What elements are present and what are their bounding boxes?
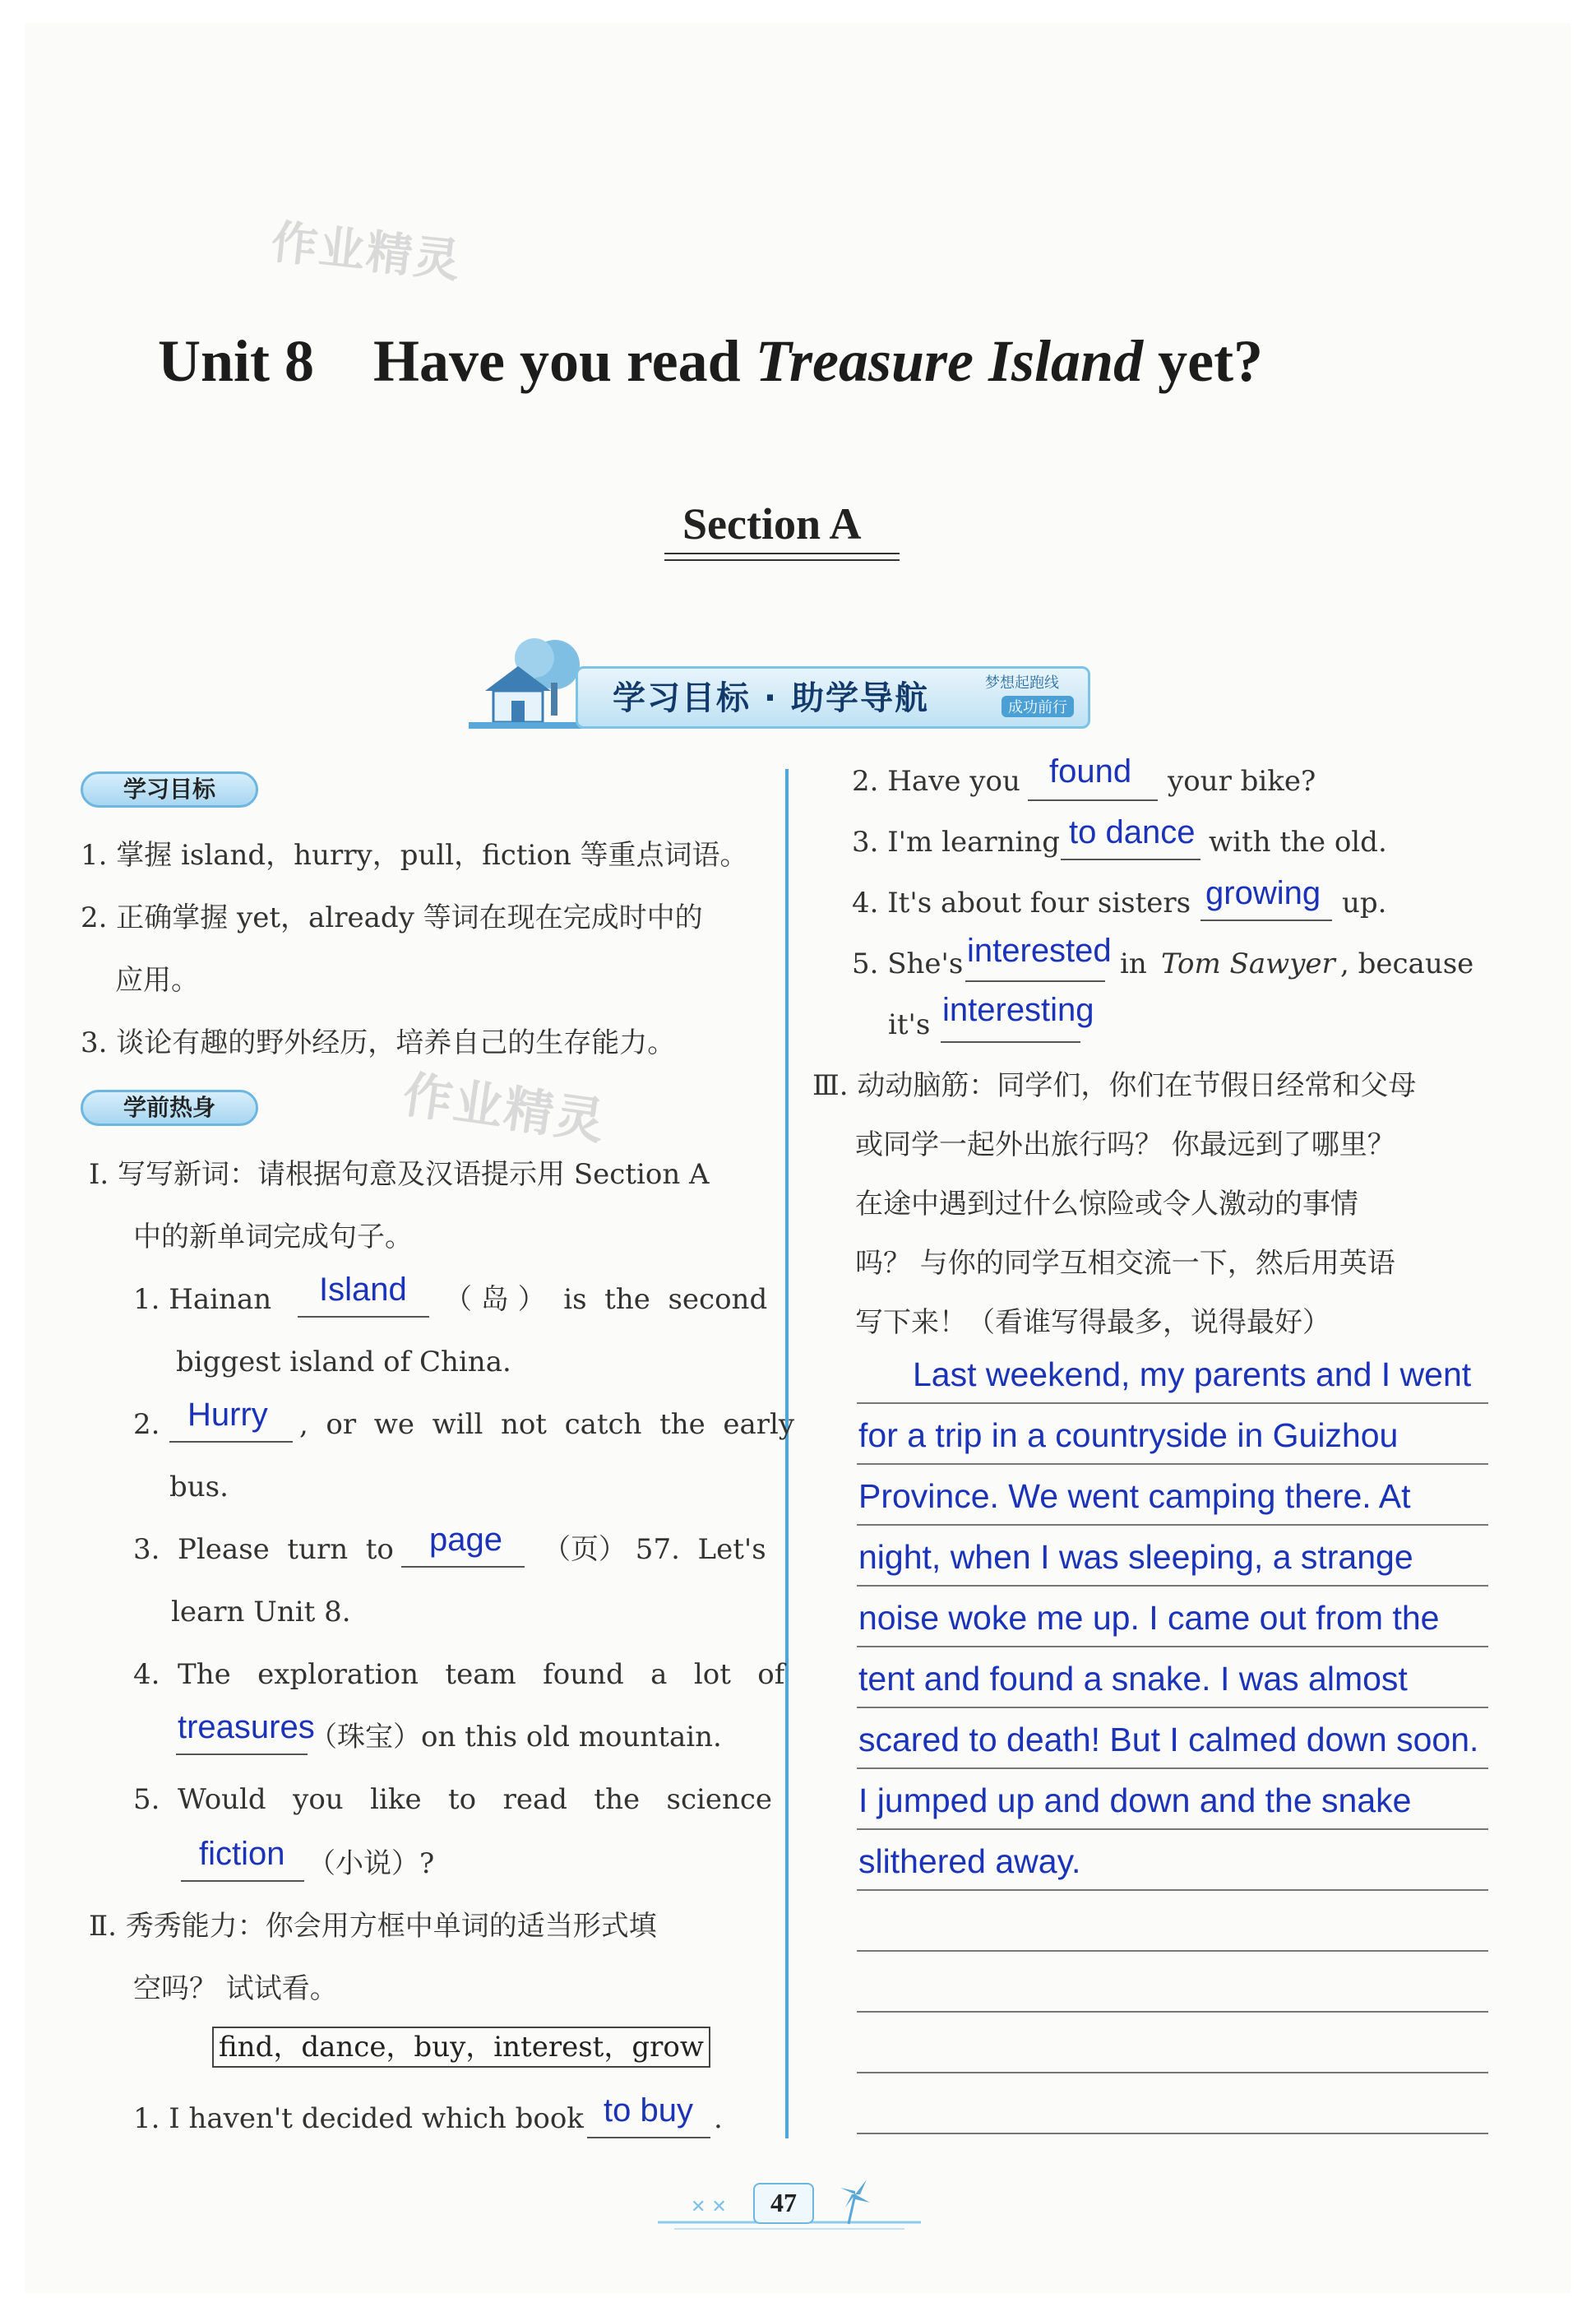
page-number-decoration (658, 2171, 921, 2237)
essay-line-text: night, when I was sleeping, a strange (858, 1538, 1413, 1576)
part3-text: 写下来！（看谁写得最多，说得最好） (855, 1306, 1330, 1339)
p2-q4: 4. It's about four sisters (852, 887, 1191, 920)
part3-text: 吗？ 与你的同学互相交流一下，然后用英语 (855, 1247, 1395, 1280)
watermark: 作业精灵 (399, 1066, 609, 1151)
p1-q2: 2. (133, 1408, 160, 1441)
p2-q3: 3. I'm learning (852, 826, 1061, 859)
writing-line (857, 2133, 1488, 2134)
p2-q2: 2. Have you (852, 765, 1020, 798)
p2-q1-answer: to buy (604, 2092, 693, 2129)
writing-line (857, 1463, 1488, 1465)
p2-q2-answer: found (1049, 753, 1132, 790)
p1-q5-post: （小说）? (308, 1847, 435, 1880)
part1-title-cont: 中的新单词完成句子。 (133, 1221, 413, 1253)
writing-line (857, 2011, 1488, 2013)
writing-line (857, 1524, 1488, 1526)
essay-line-text: for a trip in a countryside in Guizhou (858, 1416, 1399, 1454)
essay-line-text: slithered away. (858, 1842, 1081, 1880)
goal-item: 1. 掌握 island，hurry，pull，fiction 等重点词语。 (81, 839, 748, 872)
writing-line (857, 1767, 1488, 1769)
column-divider (785, 769, 789, 2138)
part2-title: Ⅱ. 秀秀能力：你会用方框中单词的适当形式填 (89, 1910, 657, 1943)
writing-line (857, 2072, 1488, 2073)
p2-q1-post: . (714, 2102, 723, 2135)
banner (469, 633, 1094, 732)
unit-title: Unit 8 Have you read Treasure Island yet? (158, 328, 1264, 394)
watermark: 作业精灵 (268, 215, 465, 289)
page-number: 47 (770, 2188, 797, 2217)
p2-q5-post: , because (1340, 947, 1474, 980)
p2-q4-post: up. (1342, 887, 1387, 920)
p1-q3-line2: learn Unit 8. (171, 1596, 351, 1628)
p1-q1-answer: Island (319, 1272, 407, 1308)
writing-line (857, 1889, 1488, 1891)
writing-line (857, 1585, 1488, 1587)
p2-q5: 5. She's (852, 947, 964, 980)
house-tree-icon (469, 633, 592, 730)
p2-q2-post: your bike? (1168, 765, 1316, 798)
goal-item: 应用。 (115, 964, 199, 997)
essay-line-text: scared to death! But I calmed down soon. (858, 1721, 1479, 1758)
p1-q2-answer: Hurry (187, 1397, 268, 1433)
writing-line (857, 1707, 1488, 1708)
essay-line-text: Last weekend, my parents and I went (913, 1355, 1472, 1393)
p1-q2-post: , or we will not catch the early (299, 1408, 795, 1441)
p1-q4-answer: treasures (178, 1709, 315, 1745)
p2-q4-answer: growing (1205, 875, 1321, 911)
banner-tag-bottom: 成功前行 (1002, 696, 1074, 717)
part3-text: 或同学一起外出旅行吗？ 你最远到了哪里？ (855, 1128, 1395, 1161)
svg-text:✕ ✕: ✕ ✕ (691, 2197, 727, 2217)
part2-title-cont: 空吗？ 试试看。 (133, 1972, 338, 2005)
part3-text: 在途中遇到过什么惊险或令人激动的事情 (855, 1188, 1358, 1221)
essay-line-text: tent and found a snake. I was almost (858, 1660, 1408, 1698)
writing-line (857, 1828, 1488, 1830)
p1-q3: 3. Please turn to (133, 1533, 394, 1566)
goal-item: 2. 正确掌握 yet，already 等词在现在完成时中的 (81, 901, 703, 934)
banner-title: 学习目标 · 助学导航 (613, 679, 930, 717)
essay-line-text: I jumped up and down and the snake (858, 1781, 1412, 1819)
p1-q1-post: （ 岛 ） is the second (444, 1283, 768, 1316)
p1-q1: 1. Hainan (133, 1283, 272, 1316)
writing-line (857, 1950, 1488, 1952)
word-box: find，dance，buy，interest，grow (212, 2027, 710, 2068)
p2-q3-answer: to dance (1069, 814, 1196, 850)
section-underline (664, 553, 900, 561)
p2-q5-book: Tom Sawyer (1161, 947, 1335, 980)
p1-q3-post: （页） 57. Let's (543, 1533, 766, 1566)
p2-q5-mid: in (1120, 947, 1147, 980)
p1-q4: 4. The exploration team found a lot of (133, 1658, 785, 1691)
essay-line-text: Province. We went camping there. At (858, 1477, 1411, 1515)
p2-q1: 1. I haven't decided which book (133, 2102, 584, 2135)
part3-title: Ⅲ. 动动脑筋：同学们，你们在节假日经常和父母 (812, 1069, 1417, 1102)
warmup-badge: 学前热身 (81, 1090, 258, 1126)
p1-q5: 5. Would you like to read the science (133, 1783, 773, 1816)
banner-tag-top: 梦想起跑线 (985, 674, 1059, 692)
goal-item: 3. 谈论有趣的野外经历，培养自己的生存能力。 (81, 1026, 676, 1059)
goals-badge: 学习目标 (81, 771, 258, 808)
p2-q3-post: with the old. (1209, 826, 1387, 859)
p2-q5-answer: interested (967, 933, 1112, 969)
writing-line (857, 1402, 1488, 1404)
p1-q3-answer: page (429, 1522, 502, 1558)
p2-q5-answer2: interesting (942, 992, 1094, 1028)
section-title: Section A (682, 499, 862, 549)
p1-q4-post: （珠宝）on this old mountain. (309, 1721, 722, 1753)
essay-line-text: noise woke me up. I came out from the (858, 1599, 1440, 1637)
book-title: Treasure Island (755, 328, 1144, 394)
part1-title: Ⅰ. 写写新词：请根据句意及汉语提示用 Section A (89, 1158, 710, 1191)
p1-q5-answer: fiction (199, 1836, 285, 1872)
p2-q5-line2: it's (888, 1008, 931, 1041)
writing-line (857, 1646, 1488, 1647)
p1-q1-line2: biggest island of China. (176, 1346, 511, 1378)
p1-q2-line2: bus. (169, 1471, 229, 1503)
